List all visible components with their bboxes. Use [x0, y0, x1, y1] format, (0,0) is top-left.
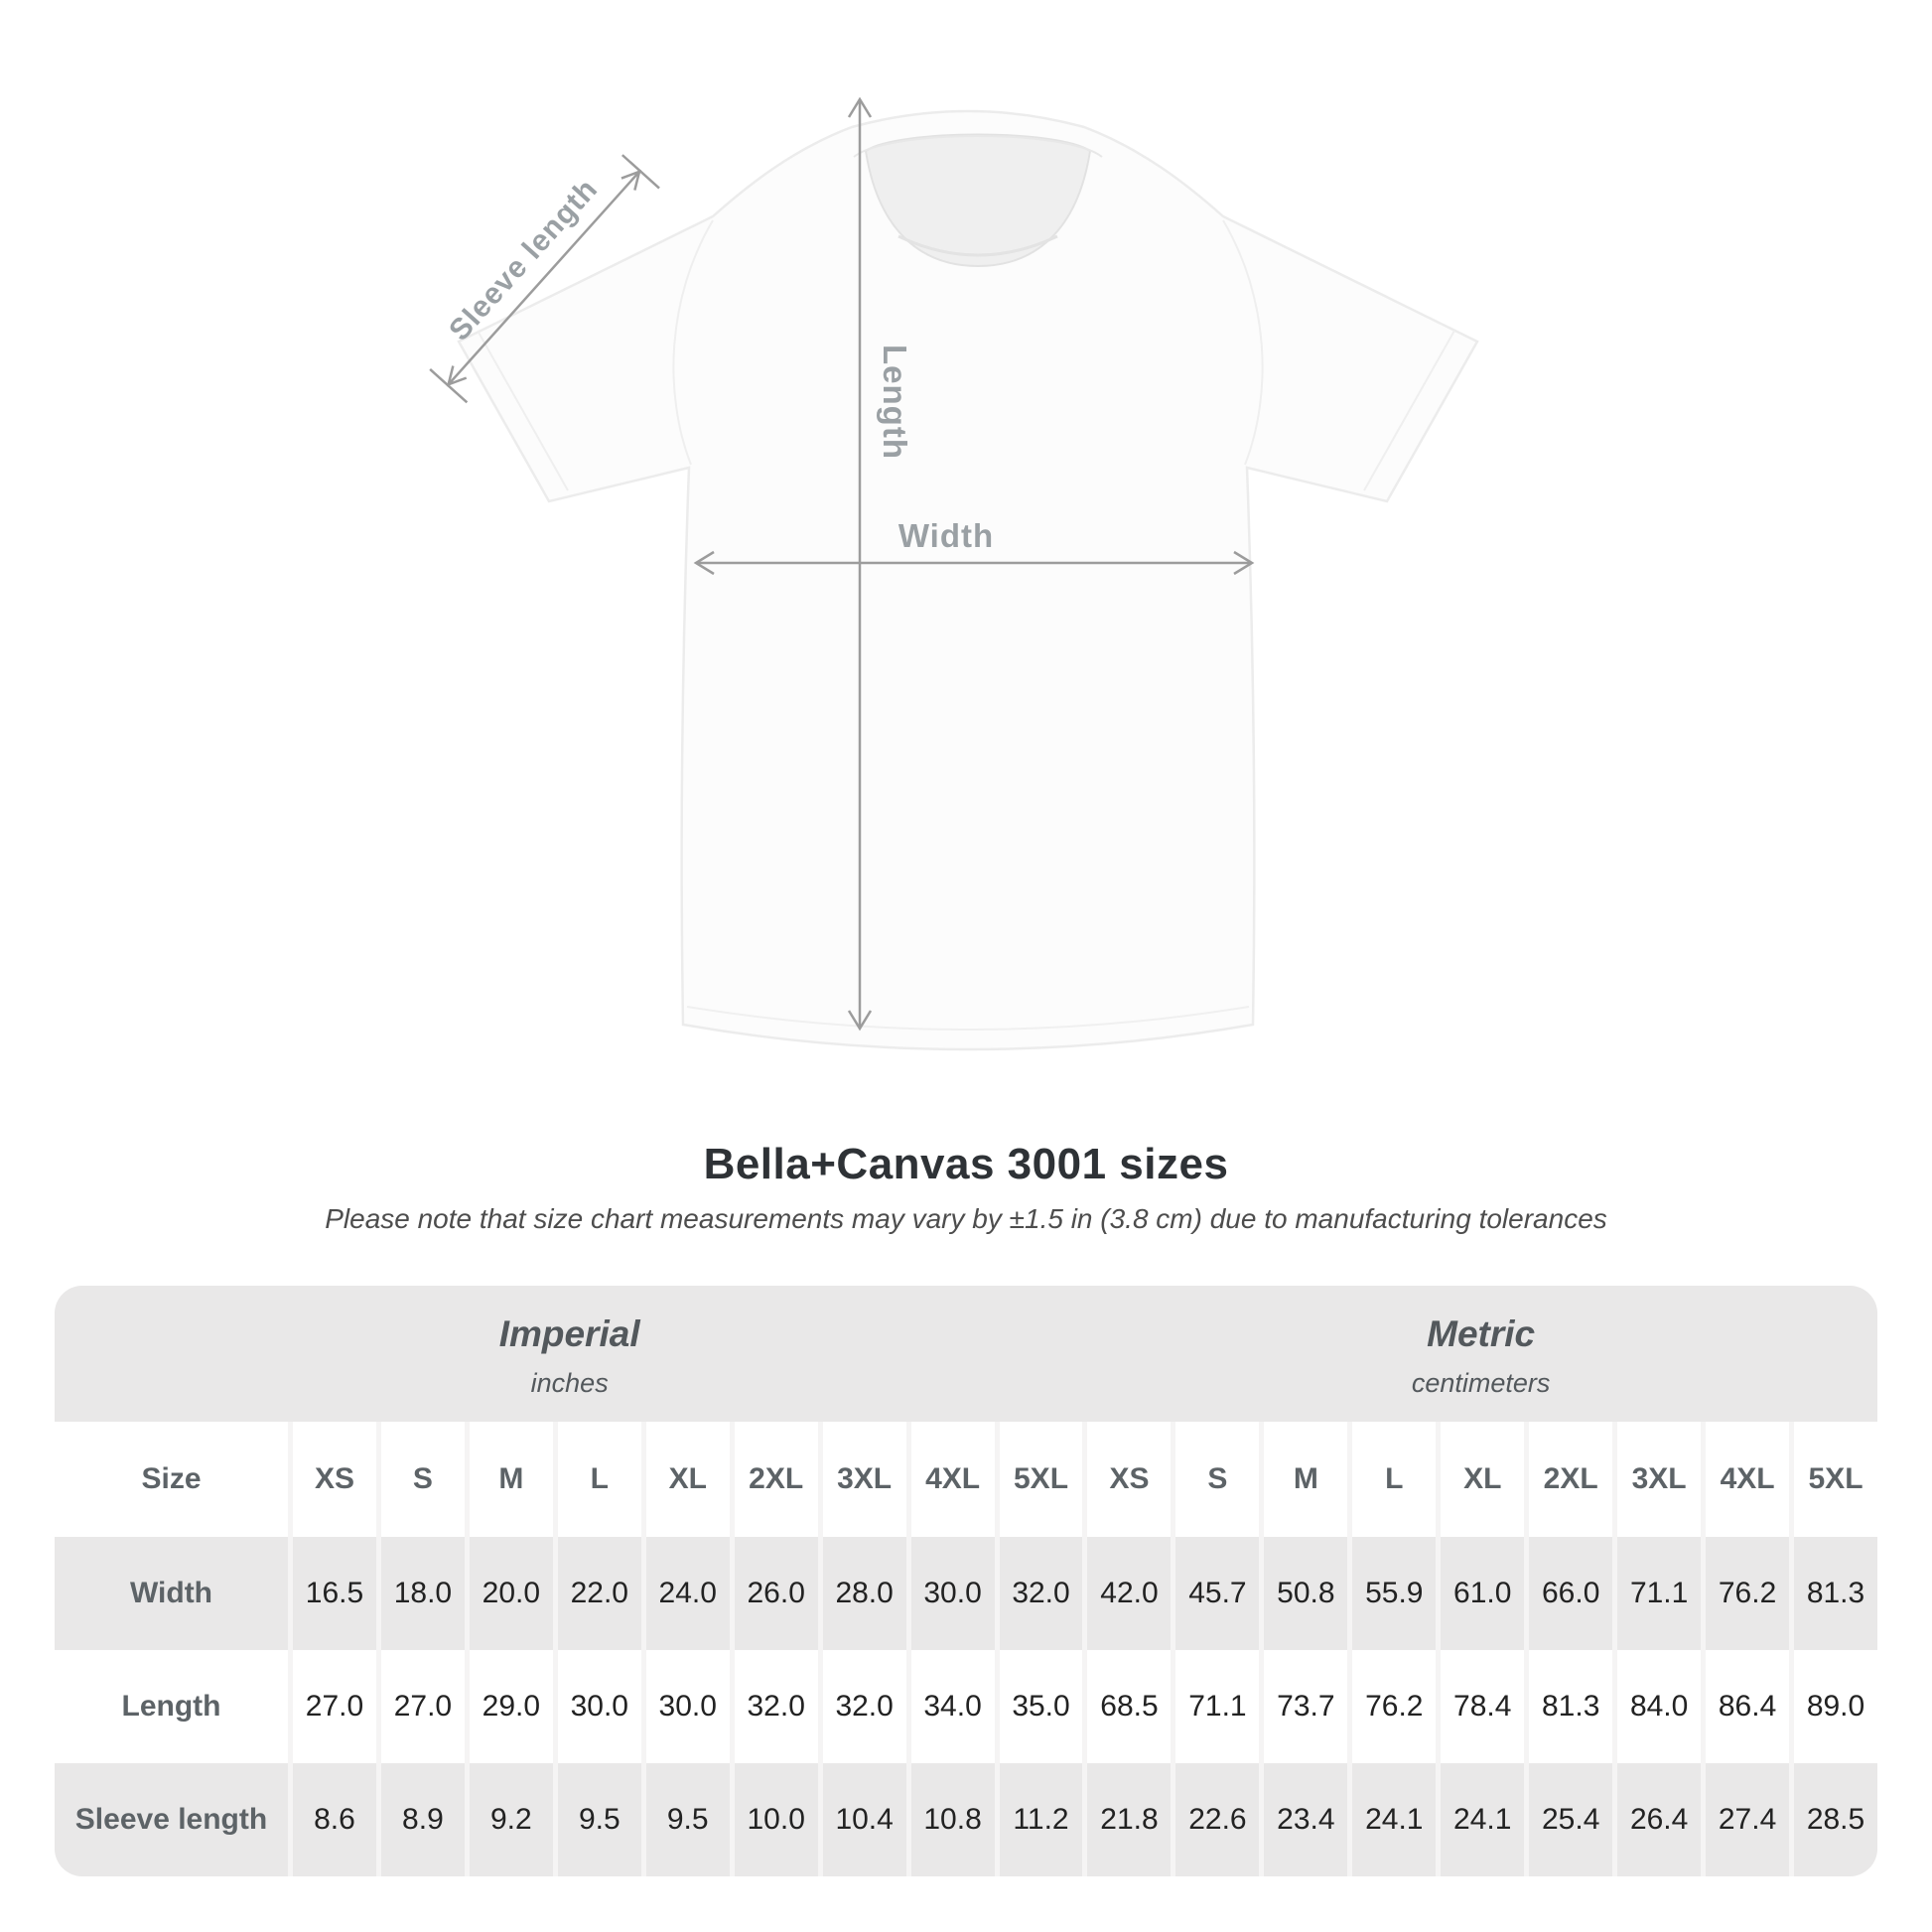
- value-cell: 84.0: [1617, 1650, 1701, 1763]
- value-cell: 22.0: [558, 1537, 641, 1650]
- value-cell: 26.0: [735, 1537, 818, 1650]
- imperial-section-header: [55, 1286, 1084, 1422]
- metric-title: Metric: [1427, 1312, 1536, 1354]
- metric-units: centimeters: [1411, 1367, 1551, 1398]
- value-cell: 45.7: [1175, 1537, 1259, 1650]
- imperial-title: Imperial: [498, 1312, 640, 1354]
- row-label-cell: Sleeve length: [55, 1763, 288, 1876]
- value-cell: 30.0: [558, 1650, 641, 1763]
- value-cell: 89.0: [1794, 1650, 1877, 1763]
- value-cell: 35.0: [1000, 1650, 1083, 1763]
- size-header-cell: S: [1175, 1422, 1259, 1537]
- value-cell: 9.2: [470, 1763, 553, 1876]
- value-cell: 42.0: [1087, 1537, 1171, 1650]
- value-cell: 16.5: [293, 1537, 376, 1650]
- value-cell: 32.0: [1000, 1537, 1083, 1650]
- value-cell: 28.5: [1794, 1763, 1877, 1876]
- value-cell: 24.1: [1441, 1763, 1524, 1876]
- corner-label-cell: Size: [55, 1422, 288, 1537]
- value-cell: 18.0: [381, 1537, 465, 1650]
- value-cell: 23.4: [1264, 1763, 1347, 1876]
- value-cell: 8.9: [381, 1763, 465, 1876]
- value-cell: 26.4: [1617, 1763, 1701, 1876]
- value-cell: 68.5: [1087, 1650, 1171, 1763]
- size-header-cell: S: [381, 1422, 465, 1537]
- value-cell: 8.6: [293, 1763, 376, 1876]
- value-cell: 81.3: [1529, 1650, 1612, 1763]
- imperial-units: inches: [530, 1367, 609, 1398]
- value-cell: 66.0: [1529, 1537, 1612, 1650]
- value-cell: 81.3: [1794, 1537, 1877, 1650]
- value-cell: 61.0: [1441, 1537, 1524, 1650]
- value-cell: 71.1: [1175, 1650, 1259, 1763]
- size-header-cell: XS: [1087, 1422, 1171, 1537]
- value-cell: 73.7: [1264, 1650, 1347, 1763]
- value-cell: 10.0: [735, 1763, 818, 1876]
- value-cell: 29.0: [470, 1650, 553, 1763]
- value-cell: 32.0: [735, 1650, 818, 1763]
- value-cell: 78.4: [1441, 1650, 1524, 1763]
- value-cell: 86.4: [1706, 1650, 1789, 1763]
- metric-section-header: [1084, 1286, 1877, 1422]
- size-header-cell: 4XL: [1706, 1422, 1789, 1537]
- value-cell: 27.0: [381, 1650, 465, 1763]
- value-cell: 34.0: [911, 1650, 995, 1763]
- width-label: Width: [897, 517, 995, 554]
- value-cell: 24.0: [646, 1537, 730, 1650]
- value-cell: 20.0: [470, 1537, 553, 1650]
- size-header-cell: 3XL: [1617, 1422, 1701, 1537]
- size-table: [55, 1286, 1877, 1876]
- value-cell: 28.0: [823, 1537, 906, 1650]
- value-cell: 9.5: [646, 1763, 730, 1876]
- value-cell: 9.5: [558, 1763, 641, 1876]
- size-header-cell: XL: [1441, 1422, 1524, 1537]
- value-cell: 71.1: [1617, 1537, 1701, 1650]
- value-cell: 76.2: [1706, 1537, 1789, 1650]
- value-cell: 11.2: [1000, 1763, 1083, 1876]
- size-header-cell: M: [470, 1422, 553, 1537]
- table-header-band: [55, 1286, 1877, 1422]
- size-header-cell: 2XL: [735, 1422, 818, 1537]
- size-header-cell: 5XL: [1000, 1422, 1083, 1537]
- size-header-cell: XS: [293, 1422, 376, 1537]
- value-cell: 50.8: [1264, 1537, 1347, 1650]
- value-cell: 30.0: [646, 1650, 730, 1763]
- size-header-cell: L: [1352, 1422, 1436, 1537]
- value-cell: 27.4: [1706, 1763, 1789, 1876]
- value-cell: 10.4: [823, 1763, 906, 1876]
- size-header-cell: 4XL: [911, 1422, 995, 1537]
- value-cell: 24.1: [1352, 1763, 1436, 1876]
- value-cell: 27.0: [293, 1650, 376, 1763]
- value-cell: 30.0: [911, 1537, 995, 1650]
- length-label: Length: [877, 345, 913, 460]
- value-cell: 21.8: [1087, 1763, 1171, 1876]
- size-header-cell: XL: [646, 1422, 730, 1537]
- size-header-cell: M: [1264, 1422, 1347, 1537]
- size-header-cell: 3XL: [823, 1422, 906, 1537]
- value-cell: 10.8: [911, 1763, 995, 1876]
- row-label-cell: Width: [55, 1537, 288, 1650]
- value-cell: 22.6: [1175, 1763, 1259, 1876]
- sleeve-length-label: Sleeve length: [443, 172, 605, 347]
- value-cell: 25.4: [1529, 1763, 1612, 1876]
- size-header-cell: 5XL: [1794, 1422, 1877, 1537]
- value-cell: 76.2: [1352, 1650, 1436, 1763]
- size-header-cell: L: [558, 1422, 641, 1537]
- size-header-cell: 2XL: [1529, 1422, 1612, 1537]
- row-label-cell: Length: [55, 1650, 288, 1763]
- page-title: Bella+Canvas 3001 sizes: [703, 1140, 1229, 1188]
- page-subtitle: Please note that size chart measurements may vary by ±1.5 in (3.8 cm) due to manufacturing tolerances: [325, 1203, 1607, 1234]
- value-cell: 32.0: [823, 1650, 906, 1763]
- value-cell: 55.9: [1352, 1537, 1436, 1650]
